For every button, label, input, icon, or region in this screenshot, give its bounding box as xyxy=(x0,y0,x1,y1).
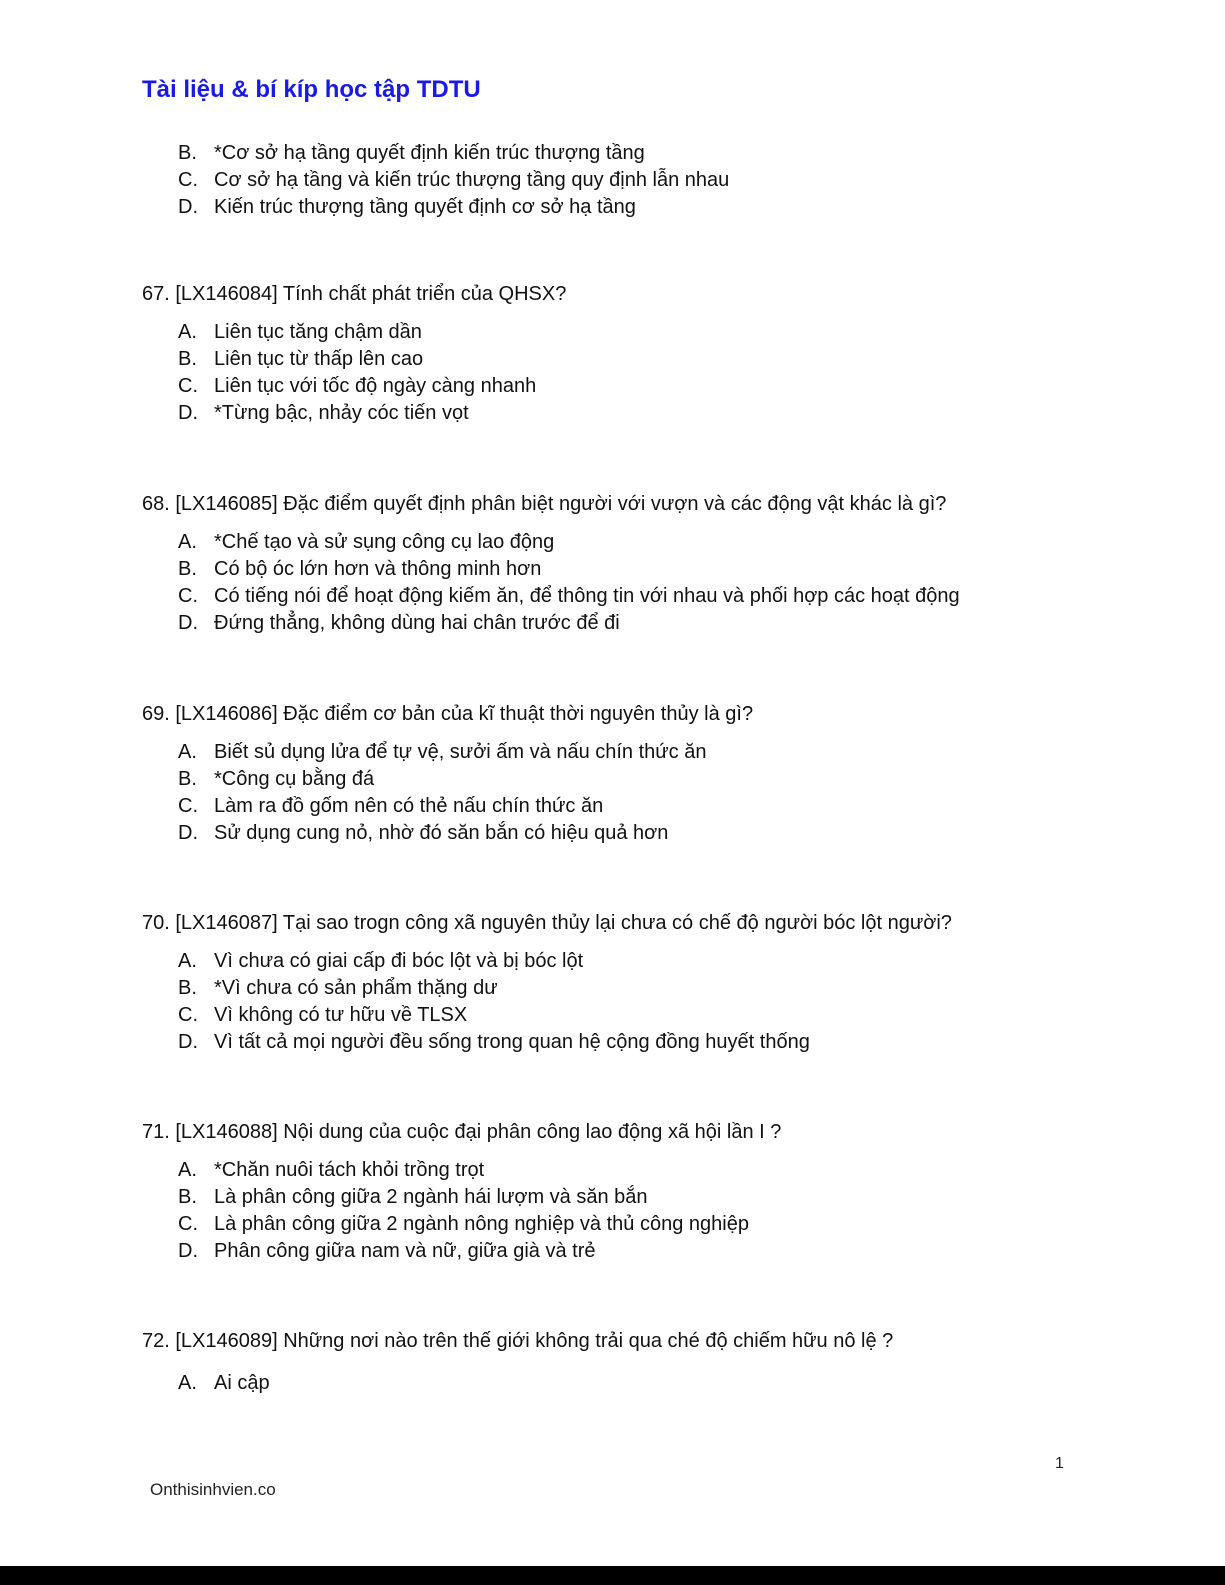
option xyxy=(142,767,753,794)
option-text: Vì không có tư hữu về TLSX xyxy=(214,1004,468,1026)
option-text: Là phân công giữa 2 ngành nông nghiệp và thủ công nghiệp xyxy=(214,1213,749,1235)
option-text: Là phân công giữa 2 ngành hái lượm và săn bắn xyxy=(214,1186,648,1208)
option xyxy=(142,976,952,1003)
option xyxy=(142,401,566,428)
option-letter: D. xyxy=(178,822,198,844)
option-text: *Cơ sở hạ tầng quyết định kiến trúc thượng tầng xyxy=(214,142,645,164)
option-letter: D. xyxy=(178,402,198,424)
option-letter: C. xyxy=(178,795,198,817)
option-letter: B. xyxy=(178,1186,197,1208)
option-letter: A. xyxy=(178,531,197,553)
option-text: Đứng thẳng, không dùng hai chân trước để đi xyxy=(214,612,620,634)
option xyxy=(142,1030,952,1057)
question-text: 69. [LX146086] Đặc điểm cơ bản của kĩ thuật thời nguyên thủy là gì? xyxy=(142,703,754,725)
question-72 xyxy=(142,1329,893,1398)
option xyxy=(142,1239,781,1266)
option-letter: C. xyxy=(178,585,198,607)
question-text: 67. [LX146084] Tính chất phát triển của QHSX? xyxy=(142,283,567,305)
option xyxy=(142,821,753,848)
options-list xyxy=(142,1371,893,1398)
option xyxy=(142,740,753,767)
option-letter: A. xyxy=(178,321,197,343)
options-list xyxy=(142,949,952,1057)
option-text: Vì chưa có giai cấp đi bóc lột và bị bóc lột xyxy=(214,950,584,972)
option-text: *Từng bậc, nhảy cóc tiến vọt xyxy=(214,402,469,424)
option-letter: B. xyxy=(178,768,197,790)
option-letter: B. xyxy=(178,558,197,580)
option-text: Kiến trúc thượng tầng quyết định cơ sở hạ tầng xyxy=(214,196,636,218)
option-text: Ai cập xyxy=(214,1372,270,1394)
option-letter: B. xyxy=(178,348,197,370)
option xyxy=(142,1185,781,1212)
option-text: Phân công giữa nam và nữ, giữa già và trẻ xyxy=(214,1240,596,1262)
option xyxy=(142,1371,893,1398)
option xyxy=(142,320,566,347)
option-letter: A. xyxy=(178,1372,197,1394)
option-letter: C. xyxy=(178,1004,198,1026)
option-text: Sử dụng cung nỏ, nhờ đó săn bắn có hiệu quả hơn xyxy=(214,822,669,844)
question-67 xyxy=(142,282,566,428)
option-text: Có bộ óc lớn hơn và thông minh hơn xyxy=(214,558,542,580)
option-letter: B. xyxy=(178,142,197,164)
footer-site: Onthisinhvien.co xyxy=(150,1480,276,1499)
option-letter: C. xyxy=(178,169,198,191)
options-list xyxy=(142,320,566,428)
option xyxy=(142,949,952,976)
option xyxy=(142,374,566,401)
option xyxy=(142,1003,952,1030)
option-text: *Công cụ bằng đá xyxy=(214,768,375,790)
question-text: 72. [LX146089] Những nơi nào trên thế giới không trải qua ché độ chiếm hữu nô lệ ? xyxy=(142,1330,894,1352)
question-69 xyxy=(142,702,753,848)
option xyxy=(142,557,946,584)
option-text: Có tiếng nói để hoạt động kiếm ăn, để thông tin với nhau và phối hợp các hoạt động xyxy=(214,585,960,607)
option-text: Liên tục với tốc độ ngày càng nhanh xyxy=(214,375,537,397)
option xyxy=(142,347,566,374)
options-list xyxy=(142,740,753,848)
question-text: 70. [LX146087] Tại sao trogn công xã nguyên thủy lại chưa có chế độ người bóc lột người? xyxy=(142,912,952,934)
question-text: 71. [LX146088] Nội dung của cuộc đại phân công lao động xã hội lần I ? xyxy=(142,1121,782,1143)
option-text: *Chăn nuôi tách khỏi trồng trọt xyxy=(214,1159,485,1181)
option-text: Cơ sở hạ tầng và kiến trúc thượng tầng quy định lẫn nhau xyxy=(214,169,730,191)
option-letter: C. xyxy=(178,1213,198,1235)
option-text: Biết sủ dụng lửa để tự vệ, sưởi ấm và nấu chín thức ăn xyxy=(214,741,707,763)
option-text: *Vì chưa có sản phẩm thặng dư xyxy=(214,977,498,999)
option xyxy=(142,794,753,821)
option-text: Liên tục từ thấp lên cao xyxy=(214,348,424,370)
question-71 xyxy=(142,1120,781,1266)
option-letter: C. xyxy=(178,375,198,397)
option-text: Liên tục tăng chậm dần xyxy=(214,321,422,343)
options-list xyxy=(142,530,960,638)
option-letter: A. xyxy=(178,950,197,972)
option-text: Làm ra đồ gốm nên có thẻ nấu chín thức ăn xyxy=(214,795,604,817)
option xyxy=(142,530,946,557)
option-letter: B. xyxy=(178,977,197,999)
option-letter: A. xyxy=(178,741,197,763)
option-letter: D. xyxy=(178,1031,198,1053)
option-text: Vì tất cả mọi người đều sống trong quan hệ cộng đồng huyết thống xyxy=(214,1031,810,1053)
option-letter: D. xyxy=(178,1240,198,1262)
options-list xyxy=(142,1158,781,1266)
question-68 xyxy=(142,492,960,638)
question-70 xyxy=(142,911,952,1057)
option-letter: D. xyxy=(178,612,198,634)
option-letter: A. xyxy=(178,1159,197,1181)
question-text: 68. [LX146085] Đặc điểm quyết định phân biệt người với vượn và các động vật khác là gì? xyxy=(142,493,947,515)
option xyxy=(142,611,946,638)
option-letter: D. xyxy=(178,196,198,218)
option xyxy=(142,1212,781,1239)
page-number: 1 xyxy=(1055,1455,1064,1472)
option xyxy=(142,584,960,611)
option-text: *Chế tạo và sử sụng công cụ lao động xyxy=(214,531,555,553)
page-title: Tài liệu & bí kíp học tập TDTU xyxy=(142,76,481,103)
option xyxy=(142,1158,781,1185)
bottom-bar xyxy=(0,1566,1225,1585)
